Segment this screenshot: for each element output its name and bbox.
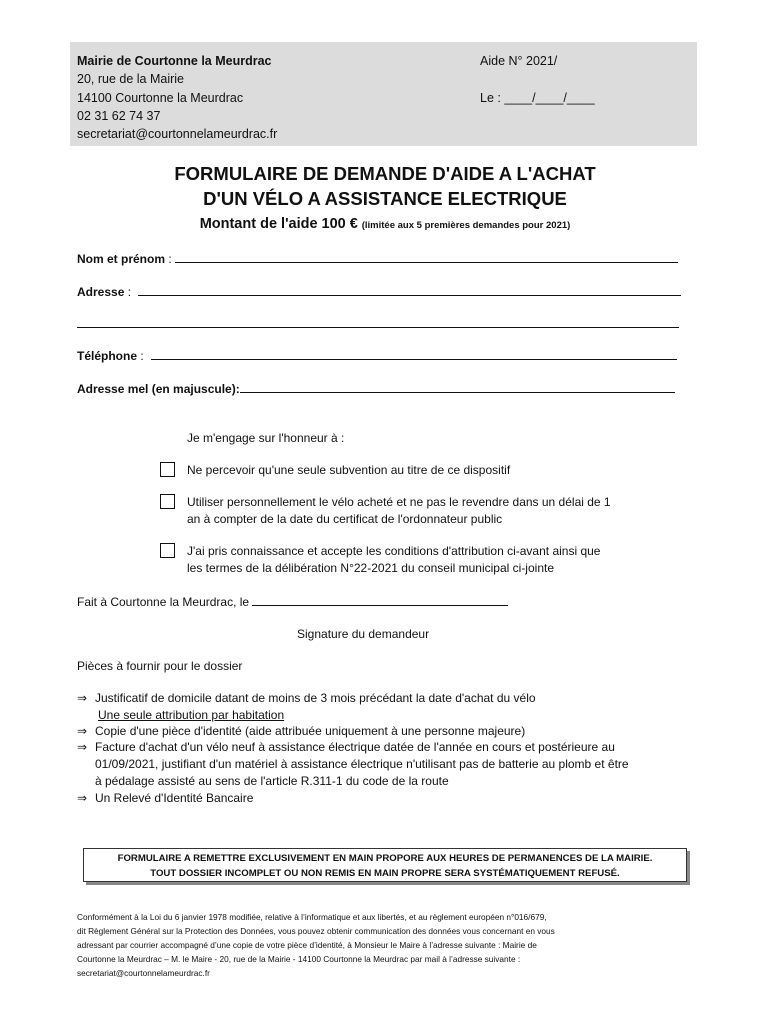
- org-name: Mairie de Courtonne la Meurdrac: [77, 54, 272, 68]
- arrow-icon: ⇒: [77, 724, 88, 738]
- signature-label: Signature du demandeur: [297, 627, 430, 641]
- engagement-item-3-line2: les termes de la délibération N°22-2021 du conseil municipal ci-jointe: [187, 561, 554, 575]
- documents-heading: Pièces à fournir pour le dossier: [77, 659, 243, 673]
- address-field-2[interactable]: [77, 316, 679, 332]
- org-address: 20, rue de la Mairie: [77, 72, 185, 86]
- name-field[interactable]: [77, 251, 678, 267]
- email-field[interactable]: [77, 381, 675, 397]
- date-field[interactable]: Le : ____/____/____: [480, 91, 595, 105]
- notice-line1: FORMULAIRE A REMETTRE EXCLUSIVEMENT EN MAIN PROPORE AUX HEURES DE PERMANENCES DE LA MAIRIE.: [117, 853, 653, 864]
- arrow-icon: ⇒: [77, 740, 88, 754]
- engagement-item-2-line1: Utiliser personnellement le vélo acheté et ne pas le revendre dans un délai de 1: [187, 495, 611, 509]
- name-sep: :: [165, 252, 172, 266]
- checkbox-conditions[interactable]: [160, 543, 175, 558]
- legal-line-4: Courtonne la Meurdrac – M. le Maire - 20, rue de la Mairie - 14100 Courtonne la Meurdrac par mail à l’adresse suivante :: [77, 954, 521, 964]
- arrow-icon: ⇒: [77, 691, 88, 705]
- engagement-intro: Je m'engage sur l'honneur à :: [187, 431, 345, 445]
- email-line[interactable]: [240, 381, 675, 393]
- address-line[interactable]: [138, 284, 681, 296]
- phone-line[interactable]: [151, 348, 677, 360]
- document-item-1: Justificatif de domicile datant de moins de 3 mois précédant la date d'achat du vélo: [95, 691, 536, 705]
- document-item-2: Copie d'une pièce d'identité (aide attribuée uniquement à une personne majeure): [95, 724, 526, 738]
- legal-line-1: Conformément à la Loi du 6 janvier 1978 modifiée, relative à l’informatique et aux libertés, et au règlement européen n°016/679,: [77, 912, 547, 922]
- org-email: secretariat@courtonnelameurdrac.fr: [77, 127, 278, 141]
- legal-line-3: adressant par courrier accompagné d’une copie de votre pièce d’identité, à Monsieur le Maire à l’adresse suivante : Mairie de: [77, 940, 537, 950]
- legal-line-2: dit Règlement Général sur la Protection des Données, vous pouvez obtenir communication des données vous concernant en vous: [77, 926, 555, 936]
- aid-number: Aide N° 2021/: [480, 54, 558, 68]
- engagement-item-2-line2: an à compter de la date du certificat de l'ordonnateur public: [187, 512, 503, 526]
- date-signature-line[interactable]: [252, 594, 508, 606]
- fait-a-field[interactable]: [77, 594, 508, 611]
- form-title-line2: D'UN VÉLO A ASSISTANCE ELECTRIQUE: [203, 188, 567, 209]
- org-phone: 02 31 62 74 37: [77, 109, 161, 123]
- checkbox-single-subsidy[interactable]: [160, 462, 175, 477]
- address-label: Adresse: [77, 285, 125, 299]
- address-field[interactable]: [77, 284, 681, 300]
- phone-field[interactable]: [77, 348, 677, 364]
- aid-amount-note: (limitée aux 5 premières demandes pour 2021): [361, 220, 571, 231]
- document-item-3-line2: 01/09/2021, justifiant d'un matériel à assistance électrique n'utilisant pas de batterie au plomb et être: [95, 757, 629, 771]
- address-sep: :: [124, 285, 132, 299]
- document-item-4: Un Relevé d'Identité Bancaire: [95, 791, 254, 805]
- engagement-item-3-line1: J'ai pris connaissance et accepte les conditions d'attribution ci-avant ainsi que: [187, 544, 601, 558]
- arrow-icon: ⇒: [77, 791, 88, 805]
- document-item-3-line3: à pédalage assisté au sens de l'article R.311-1 du code de la route: [95, 774, 449, 788]
- aid-amount: [0, 213, 770, 236]
- engagement-item-1: Ne percevoir qu'une seule subvention au titre de ce dispositif: [187, 463, 511, 477]
- phone-label: Téléphone: [77, 349, 138, 363]
- notice-box: [83, 848, 687, 882]
- email-label: Adresse mel (en majuscule):: [77, 382, 240, 396]
- name-line[interactable]: [175, 251, 678, 263]
- address-line-2[interactable]: [77, 316, 679, 328]
- fait-a-label: Fait à Courtonne la Meurdrac, le: [77, 595, 250, 609]
- notice-line2: TOUT DOSSIER INCOMPLET OU NON REMIS EN MAIN PROPRE SERA SYSTÉMATIQUEMENT REFUSÉ.: [150, 868, 620, 879]
- aid-amount-value: Montant de l'aide 100 €: [199, 216, 358, 232]
- document-item-3-line1: Facture d'achat d'un vélo neuf à assistance électrique datée de l'année en cours et postérieure au: [95, 740, 615, 754]
- checkbox-personal-use[interactable]: [160, 494, 175, 509]
- document-item-1-note: Une seule attribution par habitation: [98, 708, 285, 722]
- form-title-line1: FORMULAIRE DE DEMANDE D'AIDE A L'ACHAT: [174, 163, 596, 184]
- legal-line-5: secretariat@courtonnelameurdrac.fr: [77, 968, 210, 978]
- org-city: 14100 Courtonne la Meurdrac: [77, 91, 244, 105]
- name-label: Nom et prénom: [77, 252, 166, 266]
- phone-sep: :: [137, 349, 144, 363]
